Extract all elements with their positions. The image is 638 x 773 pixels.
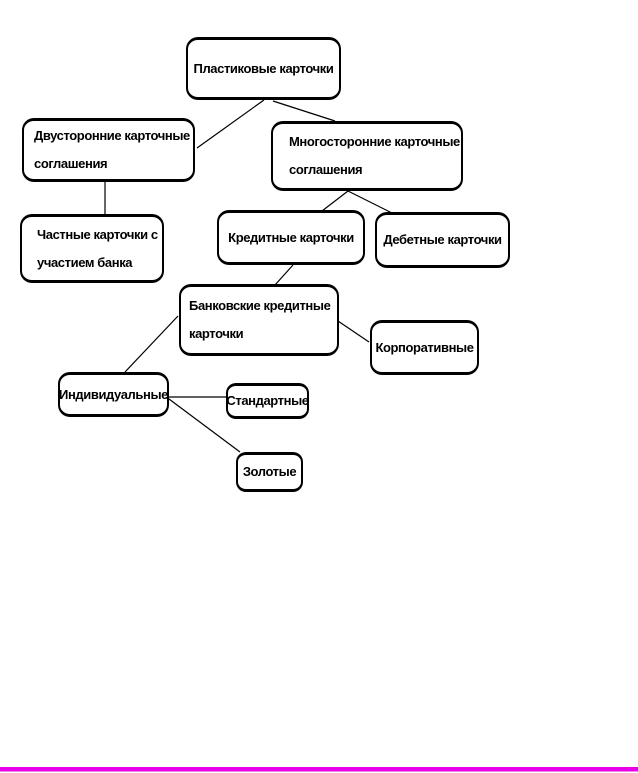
edge-bankcredit-individual (125, 316, 178, 372)
node-corporate (370, 320, 479, 375)
edge-plastic-bilateral (197, 100, 264, 148)
node-label: Золотые (242, 464, 297, 479)
node-label: Частные карточки с (37, 226, 158, 242)
node-label: участием банка (37, 254, 133, 270)
node-standard (226, 383, 309, 419)
node-private-cards (20, 214, 164, 283)
edge-multilateral-credit (322, 191, 348, 211)
node-multilateral-agreements (271, 121, 463, 191)
node-individual (58, 372, 169, 417)
node-label: Корпоративные (375, 339, 474, 355)
node-label: Стандартные (226, 393, 309, 408)
edge-plastic-multilateral (273, 101, 335, 121)
node-label: Индивидуальные (59, 386, 168, 402)
node-credit-cards (217, 210, 365, 265)
node-label: Кредитные карточки (228, 229, 354, 245)
edge-bankcredit-corporate (338, 321, 369, 342)
node-label: Двусторонние карточные (34, 128, 190, 143)
node-label: Многосторонние карточные (289, 134, 460, 149)
node-plastic-cards (186, 37, 341, 100)
edge-credit-bankcredit (275, 265, 293, 285)
bottom-accent-rule (0, 767, 638, 772)
node-label: соглашения (289, 162, 363, 177)
node-label: Пластиковые карточки (193, 60, 334, 76)
node-gold (236, 452, 303, 492)
node-bilateral-agreements (22, 118, 195, 182)
node-label: карточки (189, 326, 244, 341)
node-bank-credit-cards (179, 284, 339, 356)
node-label: соглашения (34, 156, 108, 171)
node-label: Дебетные карточки (383, 232, 502, 247)
node-debit-cards (375, 212, 510, 268)
node-label: Банковские кредитные (189, 298, 331, 313)
